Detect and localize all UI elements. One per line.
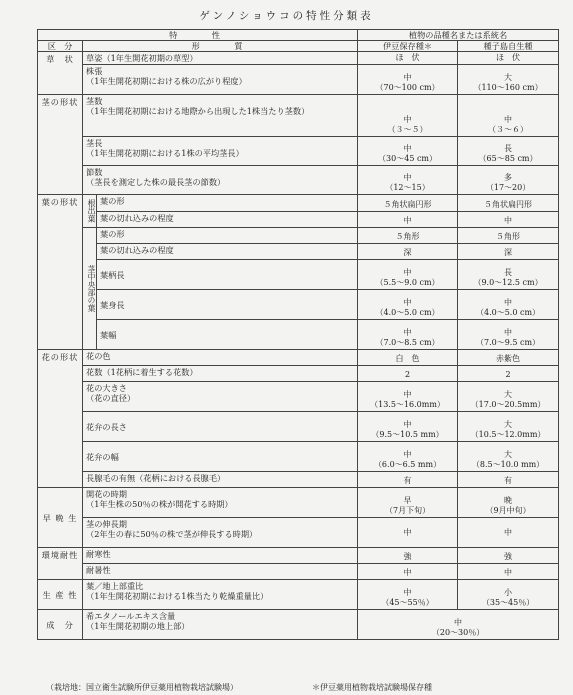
value-class: 中 (504, 115, 513, 124)
value-class: 中 (403, 450, 412, 459)
value-range: （３～６） (488, 125, 529, 134)
value-cell (458, 382, 559, 412)
value-range: （4.0～5.0 cm） (375, 308, 440, 317)
trait-note: （1年生株の50％の株が開花する時期） (86, 499, 233, 509)
value-class: 中 (504, 328, 513, 337)
value-cell: 2 (458, 366, 559, 382)
table-row (38, 95, 559, 137)
table-row (38, 610, 559, 640)
trait-name: 茎数 (86, 96, 103, 106)
value-cell (458, 260, 559, 290)
value-cell (358, 580, 458, 610)
header-tokusei: 特 性 (38, 30, 358, 41)
value-range: （9.0～12.5 cm） (473, 278, 543, 287)
table-row (38, 244, 559, 260)
table-row (38, 472, 559, 488)
header-keishitsu: 形 質 (83, 41, 358, 52)
value-range: （7.0～8.5 cm） (375, 338, 440, 347)
trait-cell: 葉の形 (97, 228, 358, 244)
value-range: （65～85 cm） (478, 154, 538, 163)
value-cell: 中 (458, 212, 559, 228)
trait-cell: 葉身長 (97, 290, 358, 320)
table-row (38, 228, 559, 244)
value-range: （35～45％） (481, 598, 535, 607)
value-cell: ５角形 (458, 228, 559, 244)
subcategory-cell: 根出葉 (83, 195, 97, 228)
trait-cell (83, 580, 358, 610)
table-row (38, 382, 559, 412)
table-row (38, 290, 559, 320)
table-row (38, 320, 559, 350)
value-cell (358, 137, 458, 166)
header-kubun: 区 分 (38, 41, 83, 52)
trait-name: 希エタノールエキス含量 (86, 611, 176, 621)
header-varieties: 植物の品種名または系統名 (358, 30, 559, 41)
value-class: 中 (403, 268, 412, 277)
trait-note: （茎長を測定した株の最長茎の節数） (86, 177, 226, 187)
category-cell: 成 分 (38, 610, 83, 640)
trait-cell (83, 610, 358, 640)
value-range: （30～45 cm） (378, 154, 438, 163)
value-class: 中 (454, 618, 463, 627)
header-row-2 (38, 41, 559, 52)
value-cell: ほ 伏 (358, 52, 458, 65)
table-row (38, 366, 559, 382)
value-cell (458, 442, 559, 472)
trait-cell: 花弁の幅 (83, 442, 358, 472)
table-row (38, 260, 559, 290)
value-cell: 中 (458, 518, 559, 548)
table-row (38, 412, 559, 442)
trait-name: 開花の時期 (86, 489, 127, 499)
value-range: （7.0～9.5 cm） (476, 338, 541, 347)
trait-cell: 花の色 (83, 350, 358, 366)
value-range: （13.5～16.0mm） (370, 400, 445, 409)
trait-note: （1年生開花初期における株の広がり程度） (86, 76, 247, 86)
trait-cell (83, 518, 358, 548)
value-class: 長 (504, 268, 513, 277)
table-row (38, 442, 559, 472)
trait-cell: 葉幅 (97, 320, 358, 350)
category-cell: 草 状 (38, 52, 83, 95)
value-range: （5.5～9.0 cm） (375, 278, 440, 287)
table-row (38, 137, 559, 166)
value-cell: 赤紫色 (458, 350, 559, 366)
trait-cell: 耐寒性 (83, 548, 358, 564)
value-cell: 強 (458, 548, 559, 564)
value-cell (458, 488, 559, 518)
value-class: 中 (504, 298, 513, 307)
value-cell (458, 65, 559, 95)
value-class: 中 (403, 390, 412, 399)
value-range: （10.5～12.0mm） (470, 430, 546, 439)
value-cell: ５角形 (358, 228, 458, 244)
value-cell: 深 (458, 244, 559, 260)
table-row (38, 166, 559, 195)
value-cell-merged (358, 610, 559, 640)
value-range: （110～160 cm） (473, 83, 543, 92)
value-cell (358, 412, 458, 442)
trait-name: 株張 (86, 66, 103, 76)
value-cell (358, 95, 458, 137)
value-range: （20～30％） (431, 628, 485, 637)
value-range: （３～５） (387, 125, 428, 134)
value-class: 中 (403, 173, 412, 182)
value-cell (358, 382, 458, 412)
value-range: （70～100 cm） (375, 83, 440, 92)
trait-note: （1年生開花初期における1株当たり乾燥重量比） (86, 591, 269, 601)
value-cell (458, 320, 559, 350)
value-cell (458, 412, 559, 442)
category-cell: 生 産 性 (38, 580, 83, 610)
value-class: 中 (403, 144, 412, 153)
table-row (38, 580, 559, 610)
table-row (38, 195, 559, 212)
value-range: （9月中旬） (485, 506, 531, 515)
table-row (38, 564, 559, 580)
trait-cell: 花数（1花柄に着生する花数） (83, 366, 358, 382)
header-col-izu: 伊豆保存種＊ (358, 41, 458, 52)
trait-cell (83, 166, 358, 195)
value-class: 早 (403, 496, 412, 505)
value-range: （8.5～10.0 mm） (471, 460, 545, 469)
value-cell (458, 580, 559, 610)
header-col-tanegashima: 種子島自生種 (458, 41, 559, 52)
table-row (38, 518, 559, 548)
trait-name: 葉／地上部重比 (86, 581, 144, 591)
value-range: （7月下旬） (384, 506, 431, 515)
value-class: 長 (504, 144, 513, 153)
table-row (38, 548, 559, 564)
value-range: （17.0～20.5mm） (470, 400, 546, 409)
trait-name: 節数 (86, 167, 103, 177)
trait-cell: 草姿（1年生開花初期の草型） (83, 52, 358, 65)
footnote-location: （栽培地：国立衛生試験所伊豆薬用植物栽培試験場） (46, 683, 238, 692)
trait-note: （1年生開花初期における地際から出現した1株当たり茎数） (86, 106, 310, 116)
value-cell: 中 (358, 212, 458, 228)
value-cell: ほ 伏 (458, 52, 559, 65)
value-class: 中 (403, 298, 412, 307)
value-range: （45～55％） (381, 598, 434, 607)
value-class: 中 (403, 115, 412, 124)
value-class: 大 (504, 420, 513, 429)
value-cell: 中 (358, 518, 458, 548)
trait-cell (83, 95, 358, 137)
value-class: 大 (504, 390, 513, 399)
value-class: 中 (403, 588, 412, 597)
value-cell: 中 (358, 564, 458, 580)
value-cell (358, 320, 458, 350)
characteristics-table (37, 29, 559, 640)
value-range: （17～20） (485, 183, 531, 192)
table-row (38, 488, 559, 518)
value-cell: 白 色 (358, 350, 458, 366)
trait-cell (83, 488, 358, 518)
trait-cell: 花弁の長さ (83, 412, 358, 442)
table-row (38, 350, 559, 366)
value-cell (458, 290, 559, 320)
trait-name: 茎長 (86, 138, 103, 148)
category-cell: 茎の形状 (38, 95, 83, 195)
value-class: 大 (504, 73, 513, 82)
value-cell: 中 (458, 564, 559, 580)
value-class: 中 (403, 328, 412, 337)
value-cell (358, 290, 458, 320)
value-cell (358, 488, 458, 518)
trait-note: （花の直径） (86, 393, 136, 403)
table-row (38, 52, 559, 65)
value-cell: 有 (458, 472, 559, 488)
trait-cell: 長腺毛の有無（花柄における長腺毛） (83, 472, 358, 488)
trait-cell: 葉の切れ込みの程度 (97, 212, 358, 228)
trait-cell: 葉柄長 (97, 260, 358, 290)
trait-cell: 耐暑性 (83, 564, 358, 580)
trait-note: （2年生の春に50％の株で茎が伸長する時期） (86, 529, 258, 539)
value-cell: 2 (358, 366, 458, 382)
value-class: 大 (504, 450, 513, 459)
header-row-1 (38, 30, 559, 41)
trait-name: 花の大きさ (86, 383, 127, 393)
value-cell (458, 137, 559, 166)
table-row (38, 212, 559, 228)
value-class: 多 (504, 173, 513, 182)
value-cell: ５角状扁円形 (458, 195, 559, 212)
category-cell: 環境耐性 (38, 548, 83, 580)
value-cell (358, 442, 458, 472)
value-cell: 強 (358, 548, 458, 564)
value-cell (458, 95, 559, 137)
category-cell: 早 晩 生 (38, 488, 83, 548)
value-range: （12～15） (385, 183, 430, 192)
trait-note: （1年生開花初期の地上部） (86, 621, 190, 631)
value-cell (358, 166, 458, 195)
trait-cell: 葉の形 (97, 195, 358, 212)
value-cell: 深 (358, 244, 458, 260)
category-cell: 葉の形状 (38, 195, 83, 350)
value-class: 中 (403, 420, 412, 429)
value-class: 中 (403, 73, 412, 82)
trait-cell: 葉の切れ込みの程度 (97, 244, 358, 260)
trait-cell (83, 137, 358, 166)
category-cell: 花の形状 (38, 350, 83, 488)
value-class: 晩 (504, 496, 513, 505)
value-range: （9.5～10.5 mm） (371, 430, 444, 439)
table-row (38, 65, 559, 95)
trait-cell (83, 382, 358, 412)
trait-name: 茎の伸長期 (86, 519, 127, 529)
footnote-asterisk: ＊伊豆薬用植物栽培試験場保存種 (312, 683, 432, 692)
value-cell (358, 260, 458, 290)
subcategory-cell: 茎中央部の葉 (83, 228, 97, 350)
value-range: （6.0～6.5 mm） (373, 460, 442, 469)
page-title: ゲンノショウコの特性分類表 (199, 10, 374, 22)
trait-cell (83, 65, 358, 95)
value-class: 小 (504, 588, 513, 597)
value-cell: 有 (358, 472, 458, 488)
value-cell: ５角状扁円形 (358, 195, 458, 212)
value-range: （4.0～5.0 cm） (476, 308, 541, 317)
value-cell (458, 166, 559, 195)
trait-note: （1年生開花初期における1株の平均茎長） (86, 148, 244, 158)
value-cell (358, 65, 458, 95)
